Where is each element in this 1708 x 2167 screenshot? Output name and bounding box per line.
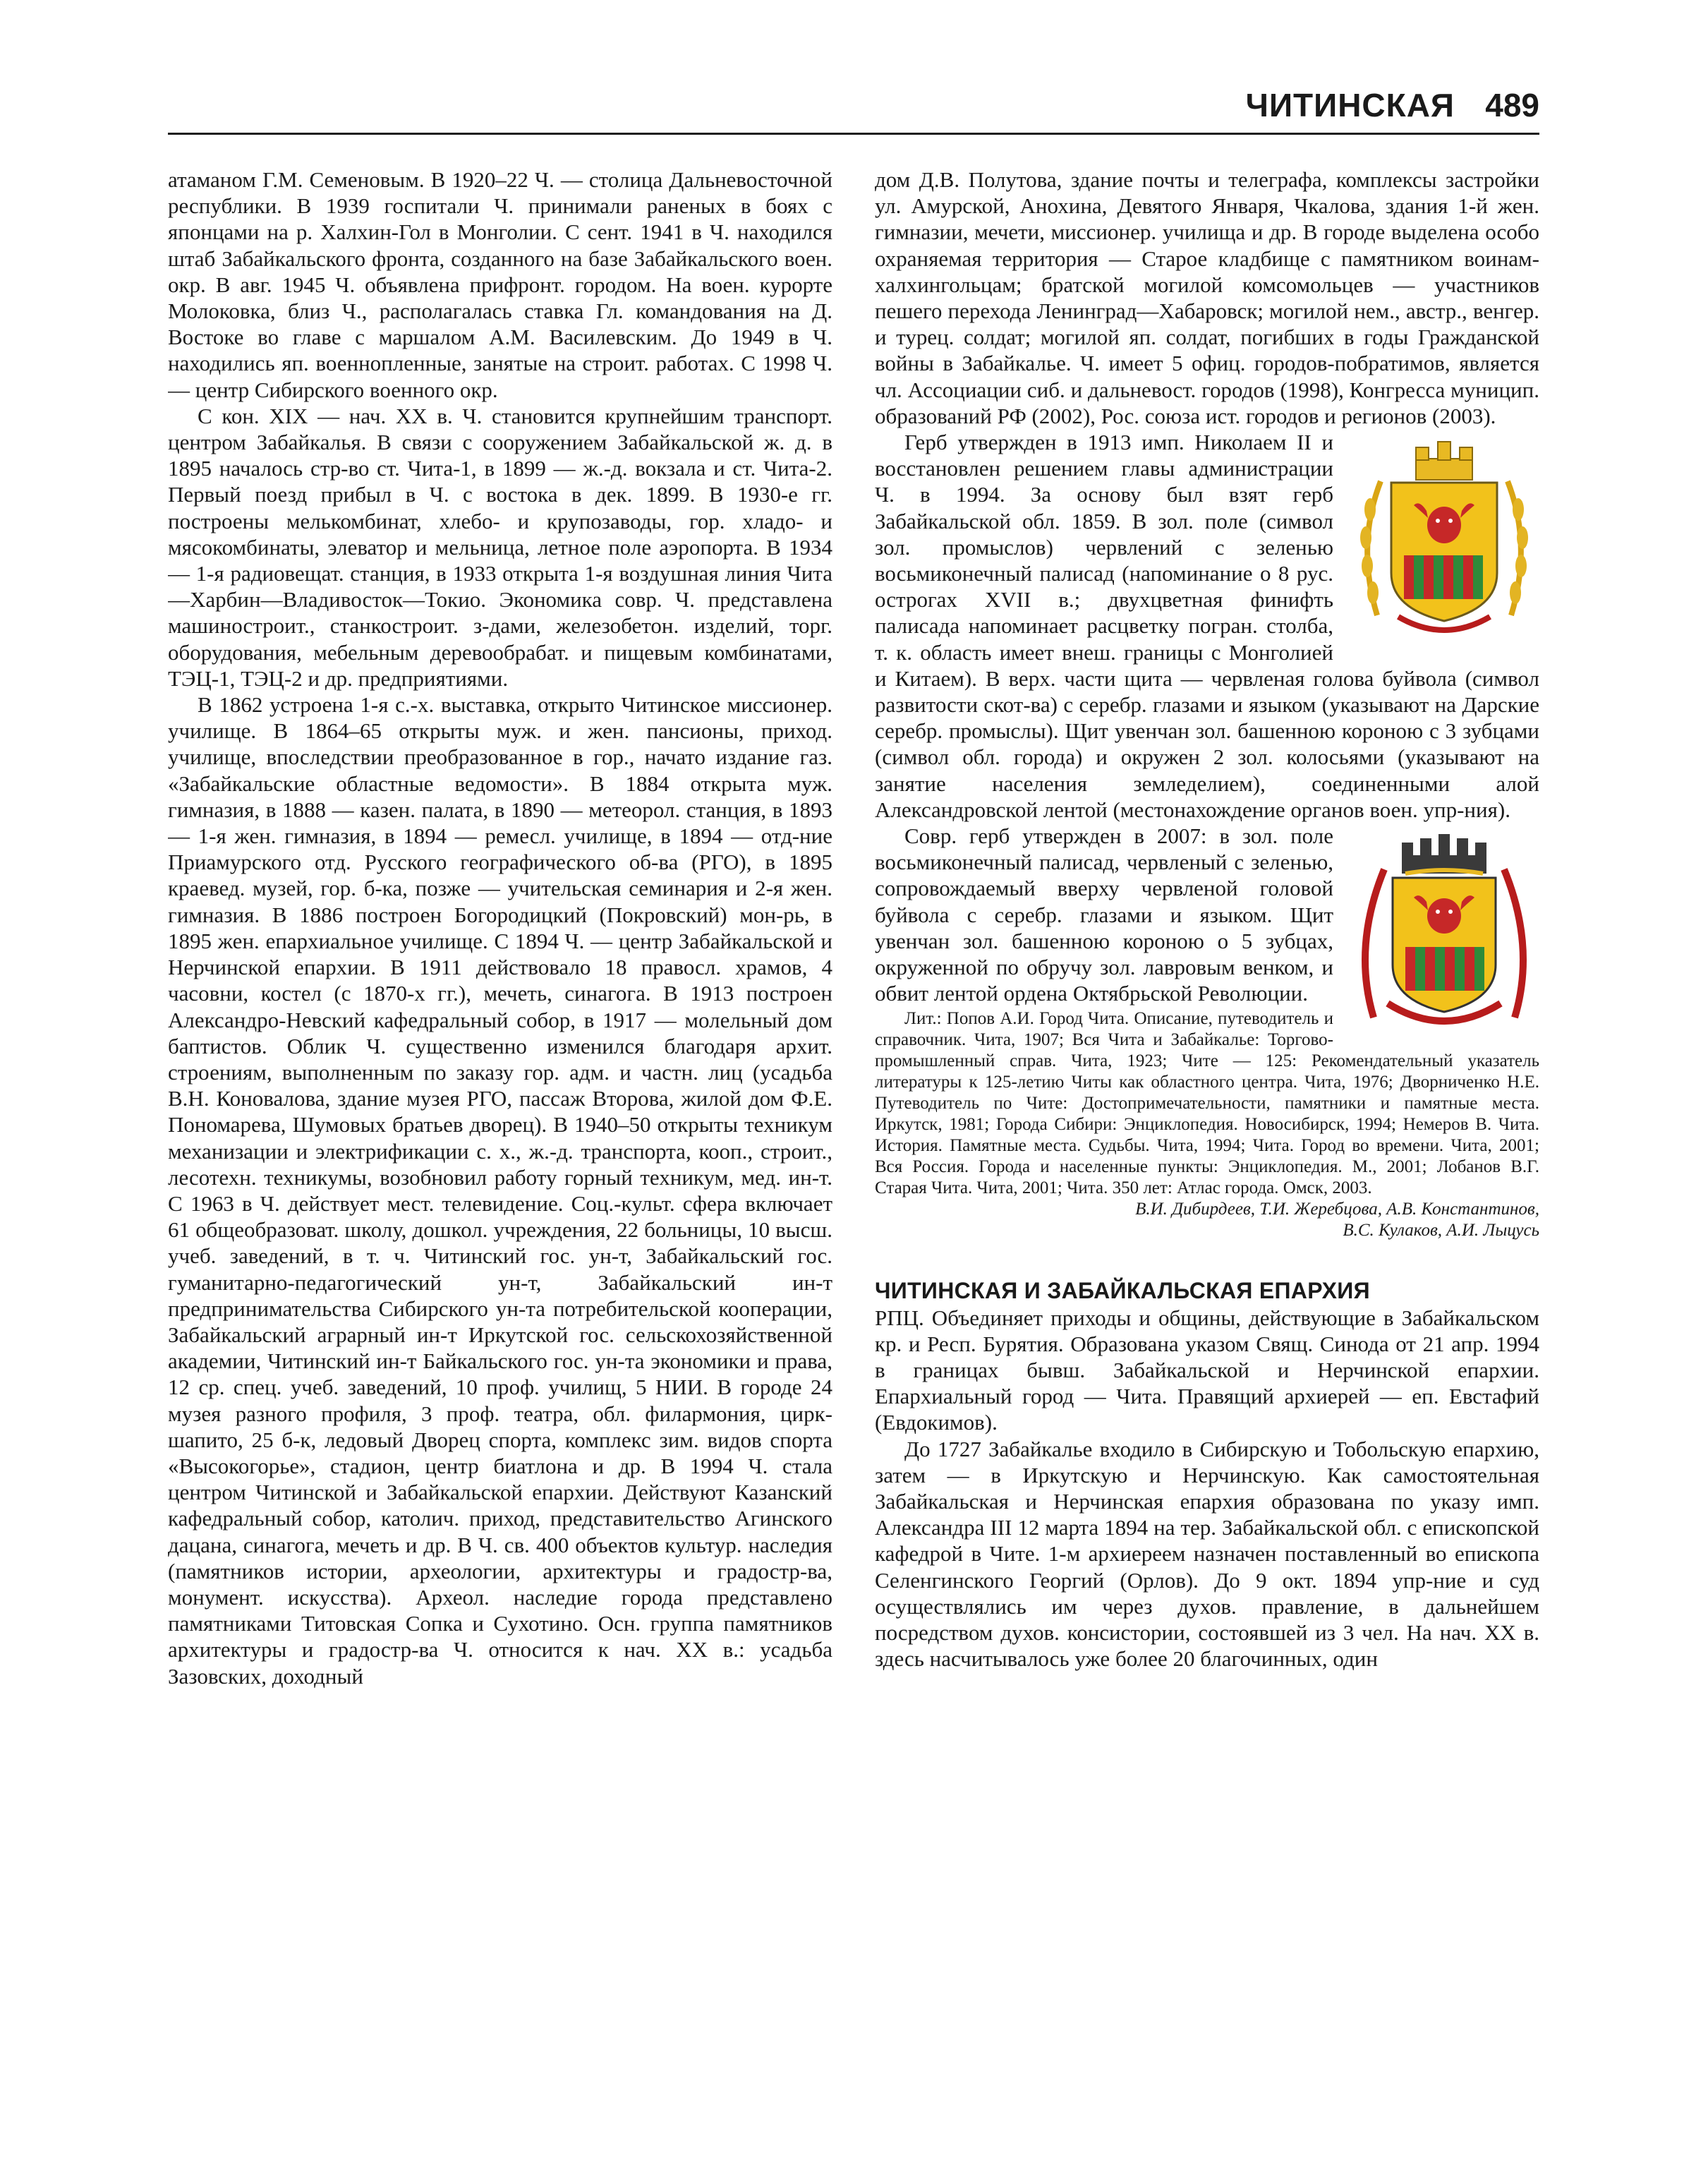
running-head — [168, 83, 1539, 135]
authors-line: В.И. Дибирдеев, Т.И. Жеребцова, А.В. Константинов, — [1135, 1199, 1539, 1219]
running-head-title: ЧИТИНСКАЯ — [1245, 87, 1455, 123]
authors — [875, 1199, 1539, 1241]
coat-of-arms-1913-icon — [1349, 432, 1539, 644]
right-column — [875, 167, 1539, 2135]
coat-of-arms-2007-icon — [1349, 827, 1539, 1039]
left-column — [168, 167, 832, 2135]
paragraph: В 1862 устроена 1-я с.-х. выставка, открыто Читинское миссионер. училище. В 1864–65 открыты муж. и жен. пансионы, приход. училище, впоследствии преобразованное в гор., начато издание газ. «Забайкальские областные ведомости». В 1884 открыта муж. гимназия, в 1888 — казен. палата, в 1890 — метеорол. станция, в 1893 — 1-я жен. гимназия, в 1894 — ремесл. училище, в 1894 — отд-ние Приамурского отд. Русского географического об-ва (РГО), в 1895 краевед. музей, гор. б-ка, позже — учительская семинария и 2-я жен. гимназия. В 1886 построен Богородицкий (Покровский) мон-рь, в 1895 жен. епархиальное училище. С 1894 Ч. — центр Забайкальской и Нерчинской епархии. В 1911 действовало 18 правосл. храмов, 4 часовни, костел (с 1870-х гг.), мечеть, синагога. В 1913 построен Александро-Невский кафедральный собор, в 1917 — молельный дом баптистов. Облик Ч. существенно изменился благодаря архит. строениям, выполненным по заказу гор. адм. и частн. лиц (усадьба В.Н. Коновалова, здание музея РГО, пассаж Второва, жилой дом Ф.Е. Пономарева, Шумовых братьев дворец). В 1940–50 открыты техникум механизации и электрификации с. х., ж.-д. транспорта, кооп., строит., лесотехн. техникумы, возобновил работу горный техникум, мед. ин-т. С 1963 в Ч. действует мест. телевидение. Соц.-культ. сфера включает 61 общеобразоват. школу, дошкол. учреждения, 22 больницы, 10 высш. учеб. заведений, в т. ч. Читинский гос. ун-т, Забайкальский гос. гуманитарно-педагогический ун-т, Забайкальский ин-т предпринимательства Сибирского ун-та потребительской кооперации, Забайкальский аграрный ин-т Иркутской гос. сельскохозяйственной академии, Читинский ин-т Байкальского гос. ун-та экономики и права, 12 ср. спец. учеб. заведений, 10 проф. училищ, 5 НИИ. В городе 24 музея разного профиля, 3 проф. театра, обл. филармония, цирк-шапито, 25 б-к, ледовый Дворец спорта, комплекс зим. видов спорта «Высокогорье», стадион, центр биатлона и др. В 1994 Ч. стала центром Читинской и Забайкальской епархии. Действуют Казанский кафедральный собор, католич. приход, представительство Агинского дацана, синагога, мечеть и др. В Ч. св. 400 объектов культур. наследия (памятников истории, археологии, архитектуры и градостр-ва, монумент. искусства). Археол. наследие города представлено памятниками Титовская Сопка и Сухотино. Осн. группа памятников архитектуры и градостр-ва Ч. относится к нач. XX в.: усадьба Зазовских, доходный — [168, 692, 832, 1689]
paragraph: атаманом Г.М. Семеновым. В 1920–22 Ч. — столица Дальневосточной республики. В 1939 госпитали Ч. принимали раненых в боях с японцами на р. Халхин-Гол в Монголии. С сент. 1941 в Ч. находился штаб Забайкальского фронта, созданного на базе Забайкальского воен. окр. В авг. 1945 Ч. объявлена прифронт. городом. На воен. курорте Молоковка, близ Ч., располагалась ставка Гл. командования на Д. Востоке во главе с маршалом А.М. Василевским. До 1949 в Ч. находились яп. военнопленные, занятые на строит. работах. С 1998 Ч. — центр Сибирского военного окр. — [168, 167, 832, 402]
modern-coat-of-arms-image — [1349, 827, 1539, 1039]
literature-text: Лит.: Попов А.И. Город Чита. Описание, путеводитель и справочник. Чита, 1907; Вся Чита и Забайкалье: Торгово-промышленный справ. Чита, 1923; Чите — 125: Рекомендательный указатель литературы к 125-летию Читы как областного центра. Чита, 1976; Дворниченко Н.Е. Путеводитель по Чите: Достопримечательности, памятники и памятные места. Иркутск, 1981; Города Сибири: Энциклопедия. Новосибирск, 1994; Немеров В. Чита. История. Памятные места. Судьбы. Чита, 1994; Чита. Город во времени. Чита, 2001; Вся Россия. Города и населенные пункты: Энциклопедия. М., 2001; Лобанов В.Г. Старая Чита. Чита, 2001; Чита. 350 лет: Атлас города. Омск, 2003. — [875, 1008, 1539, 1197]
page-number: 489 — [1485, 87, 1539, 123]
paragraph: С кон. XIX — нач. XX в. Ч. становится крупнейшим транспорт. центром Забайкалья. В связи с сооружением Забайкальской ж. д. в 1895 началось стр-во ст. Чита-1, в 1899 — ж.-д. вокзала и ст. Чита-2. Первый поезд прибыл в Ч. с востока в дек. 1899. В 1930-е гг. построены мелькомбинат, хлебо- и крупозаводы, гор. хладо- и мясокомбинаты, элеватор и мельница, летное поле аэропорта. В 1934 — 1-я радиовещат. станция, в 1933 открыта 1-я воздушная линия Чита—Харбин—Владивосток—Токио. Экономика совр. Ч. представлена машиностроит., станкостроит. з-дами, железобетон. изделий, торг. оборудования, мебельным деревообрабат. и пищевым комбинатами, ТЭЦ-1, ТЭЦ-2 и др. предприятиями. — [168, 403, 832, 691]
paragraph: дом Д.В. Полутова, здание почты и телеграфа, комплексы застройки ул. Амурской, Анохина, Девятого Января, Чкалова, здания 1-й жен. гимназии, мечети, миссионер. училища и др. В городе выделена особо охраняемая территория — Старое кладбище с памятником воинам-халхингольцам; братской могилой комсомольцев — участников пешего перехода Ленинград—Хабаровск; могилой нем., австр., венгер. и турец. солдат; могилой яп. солдат, погибших в годы Гражданской войны в Забайкалье. Ч. имеет 5 офиц. городов-побратимов, является чл. Ассоциации сиб. и дальневост. городов (1998), Конгресса муницип. образований РФ (2002), Рос. союза ист. городов и регионов (2003). — [875, 167, 1539, 428]
paragraph: РПЦ. Объединяет приходы и общины, действующие в Забайкальском кр. и Респ. Бурятия. Образована указом Свящ. Синода от 21 апр. 1994 в границах бывш. Забайкальской и Нерчинской епархии. Епархиальный город — Чита. Правящий архиерей — еп. Евстафий (Евдокимов). — [875, 1305, 1539, 1435]
authors-line: В.С. Кулаков, А.И. Лыцусь — [1343, 1220, 1539, 1240]
paragraph: До 1727 Забайкалье входило в Сибирскую и Тобольскую епархию, затем — в Иркутскую и Нерчинскую. Как самостоятельная Забайкальская и Нерчинская епархия образована по указу имп. Александра III 12 марта 1894 на тер. Забайкальской обл. с епископской кафедрой в Чите. 1-м архиереем назначен поставленный во епископа Селенгинского Георгий (Орлов). До 9 окт. 1894 упр-ние и суд осуществлялись им через духов. правление, в дальнейшем посредством духов. консистории, состоявшей из 3 чел. На нач. XX в. здесь насчитывалось уже более 20 благочинных, один — [875, 1436, 1539, 1672]
article-title: ЧИТИНСКАЯ И ЗАБАЙКАЛЬСКАЯ ЕПАРХИЯ — [875, 1277, 1370, 1303]
historic-coat-of-arms-image — [1349, 432, 1539, 644]
paragraph: Совр. герб утвержден в 2007: в зол. поле восьмиконечный палисад, червленый с зеленью, сопровождаемый вверху червленой головой буйвола с серебр. глазами и языком. Щит увенчан зол. башенною короною о 5 зубцах, окруженной по обручу зол. лавровым венком, и обвит лентой ордена Октябрьской Революции. — [875, 823, 1333, 1006]
paragraph: Герб утвержден в 1913 имп. Николаем II и восстановлен решением главы администрации Ч. в 1994. За основу был взят герб Забайкальской обл. 1859. В зол. поле (символ зол. промыслов) червлений с зеленью восьмиконечный палисад (напоминание о 8 рус. острогах XVII в.; двухцветная финифть палисада напоминает расцветку погран. столба, т. к. область имеет внеш. границы с Монголией и Китаем). В верх. части щита — червленая голова буйвола (символ развитости скот-ва) с серебр. глазами и языком (указывают на Дарские серебр. промыслы). Щит увенчан зол. башенною короною с 3 зубцами (символ обл. города) и окружен 2 зол. колосьями (указывают на занятие населения земледелием), соединенными алой Александровской лентой (местонахождение органов воен. упр-ния). — [875, 430, 1539, 822]
